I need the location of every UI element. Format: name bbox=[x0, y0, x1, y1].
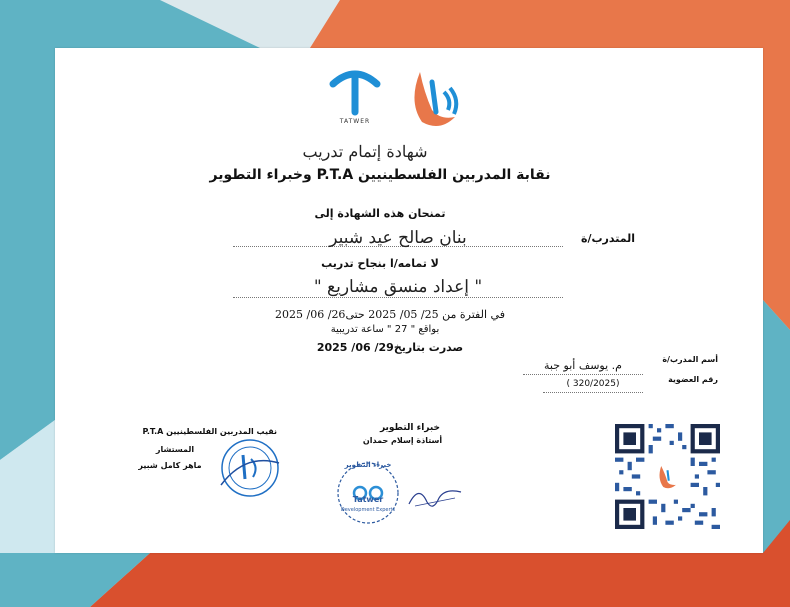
tatwer-logo-text: TATWER bbox=[339, 118, 371, 125]
completion-text: لا تمامه/ا بنجاح تدريب bbox=[321, 257, 439, 270]
experts-person: أستاذة إسلام حمدان bbox=[362, 436, 443, 445]
awarded-to-label: تمنحان هذه الشهادة إلى bbox=[314, 207, 446, 220]
experts-logo-subtitle: Development Experts bbox=[340, 507, 396, 513]
trainee-label: المتدرب/ة bbox=[580, 232, 635, 245]
trainee-name: بنان صالح عيد شبير bbox=[233, 228, 563, 247]
pta-logo-icon bbox=[400, 62, 470, 132]
experts-logo-english: Tatwer bbox=[352, 495, 384, 504]
certificate-title: شهادة إتمام تدريب bbox=[302, 142, 428, 161]
membership-number: ( 320/2025) bbox=[543, 379, 643, 393]
pta-person: ماهر كامل شبير bbox=[138, 461, 202, 470]
experts-logo-arabic: خبراء التطوير bbox=[344, 461, 392, 469]
experts-title: خبراء التطوير bbox=[379, 423, 441, 433]
pta-seal-icon bbox=[215, 433, 285, 503]
pta-role: المستشار bbox=[155, 445, 195, 454]
experts-signature-icon bbox=[405, 476, 465, 516]
training-hours: بواقع " 27 " ساعة تدريبية bbox=[330, 324, 440, 335]
issuer-name: نقابة المدربين الفلسطينيين P.T.A وخبراء التطوير bbox=[209, 167, 551, 183]
trainer-name: م. يوسف أبو جبة bbox=[523, 359, 643, 375]
qr-code-icon[interactable] bbox=[615, 424, 720, 529]
course-name: " إعداد منسق مشاريع " bbox=[233, 277, 563, 298]
trainer-label: أسم المدرب/ة bbox=[662, 355, 718, 364]
certificate-paper bbox=[55, 48, 763, 553]
issue-date: صدرت بتاريخ29/ 06/ 2025 bbox=[316, 341, 464, 354]
training-period: في الفترة من 25/ 05/ 2025 حتى26/ 06/ 2025 bbox=[275, 308, 505, 321]
pta-head-title: نقيب المدربين الفلسطينيين P.T.A bbox=[142, 427, 277, 436]
membership-label: رقم العضوية bbox=[668, 375, 718, 384]
